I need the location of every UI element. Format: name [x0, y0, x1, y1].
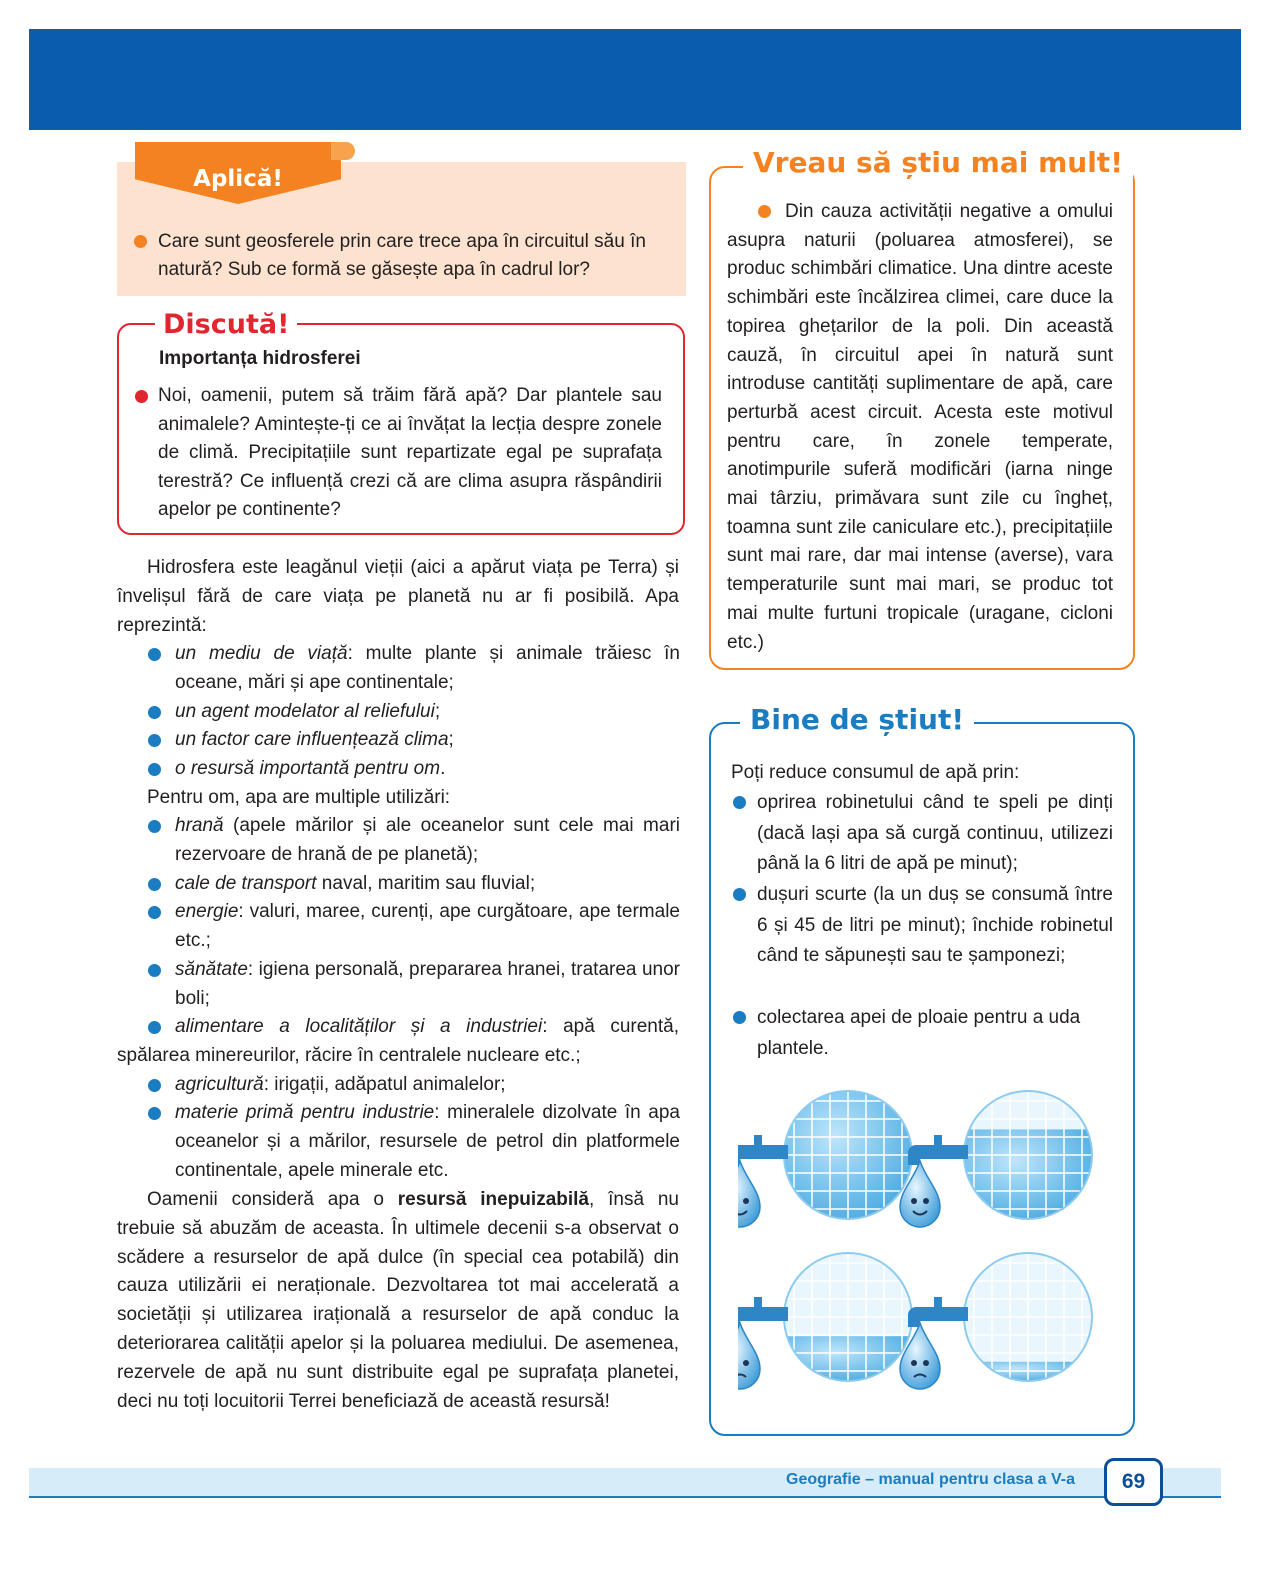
use-item: materie primă pentru industrie: mineralele dizolvate în apa oceanelor și a mărilor, resursele de petrol din platformele continentale, apele minerale etc. — [175, 1102, 680, 1181]
bine-item: dușuri scurte (la un duș se consumă între 6 și 45 de litri pe minut); închide robinetul când te săpunești sau te șamponezi; — [757, 884, 1113, 966]
uses-intro: Pentru om, apa are multiple utilizări: — [147, 787, 451, 808]
header-banner — [29, 29, 1241, 130]
water-globes-illustration — [738, 1085, 1108, 1405]
bullet-icon — [148, 763, 161, 776]
vreau-text: Din cauza activității negative a omului asupra naturii (poluarea atmosferei), se produc schimbări climatice. Una dintre aceste schimbări este încălzirea climei, care duce la topirea ghețarilor de la poli. Din această cauză, în circuitul apei în natură sunt introduse cantități suplimentare de apă, care perturbă acest circuit. Acesta este motivul pentru care, în zonele temperate, anotimpurile suferă modificări (iarna ninge mai târziu, primăvara sunt zile cu îngheț, toamna sunt zile caniculare etc.), precipitațiile sunt mai rare, dar mai intense (averse), vara temperaturile sunt mai mari, se produc tot mai multe furtuni tropicale (uragane, cicloni etc.) — [727, 201, 1113, 653]
bullet-icon — [148, 1079, 161, 1092]
bine-title: Bine de știut! — [740, 703, 974, 736]
water-globe — [738, 1253, 912, 1389]
aplica-label: Aplică! — [193, 166, 283, 192]
use-item: alimentare a localităților și a industriei: apă curentă, spălarea minereurilor, răcire în centralele nucleare etc.; — [117, 1016, 679, 1066]
aplica-question: Care sunt geosferele prin care trece apa în circuitul său în natură? Sub ce formă se găsește apa în cadrul lor? — [158, 231, 646, 280]
use-item: agricultură: irigații, adăpatul animalelor; — [175, 1074, 506, 1095]
bullet-icon — [148, 734, 161, 747]
bullet-icon — [148, 820, 161, 833]
use-item: sănătate: igiena personală, prepararea hranei, tratarea unor boli; — [175, 959, 680, 1009]
use-item: energie: valuri, maree, curenți, ape curgătoare, ape termale etc.; — [175, 901, 680, 951]
water-globe — [738, 1091, 912, 1227]
aplica-tab — [135, 142, 341, 204]
faucet-icon — [908, 1307, 968, 1327]
bullet-icon — [135, 390, 148, 403]
bullet-icon — [148, 648, 161, 661]
page-number: 69 — [1104, 1458, 1163, 1506]
use-item: cale de transport naval, maritim sau fluvial; — [175, 873, 536, 894]
bine-item: colectarea apei de ploaie pentru a uda plantele. — [757, 1007, 1081, 1059]
bullet-icon — [148, 878, 161, 891]
vreau-title: Vreau să știu mai mult! — [743, 146, 1133, 179]
water-globe — [900, 1253, 1092, 1389]
intro-paragraph: Hidrosfera este leagănul vieții (aici a apărut viața pe Terra) și învelișul fără de care viața pe planetă nu ar fi posibilă. Apa reprezintă: — [117, 557, 679, 636]
use-item: hrană (apele mărilor și ale oceanelor sunt cele mai mari rezervoare de hrană de pe planetă); — [175, 815, 680, 865]
bullet-icon — [733, 796, 746, 809]
discuta-text: Noi, oamenii, putem să trăim fără apă? Dar plantele sau animalele? Amintește-ți ce ai învățat la lecția despre zonele de climă. Precipitațiile sunt repartizate egal pe suprafața terestră? Ce influență crezi că are clima asupra răspândirii apelor pe continente? — [158, 385, 662, 520]
role-item: un factor care influențează clima; — [175, 729, 454, 750]
water-drop-icon — [738, 1323, 760, 1389]
bullet-icon — [148, 1107, 161, 1120]
conclusion-paragraph: Oamenii consideră apa o resursă inepuizabilă, însă nu trebuie să abuzăm de aceasta. În ultimele decenii s-a observat o scădere a resurselor de apă dulce (în special cea potabilă) din cauza utilizării ei neraționale. Dezvoltarea tot mai accelerată a societății și utilizarea irațională a resurselor de apă conduc la deteriorarea calității apelor și la poluarea mediului. De asemenea, rezervele de apă nu sunt distribuite egal pe suprafața planetei, deci nu toți locuitorii Terrei beneficiază de această resursă! — [117, 1189, 679, 1412]
role-item: o resursă importantă pentru om. — [175, 758, 446, 779]
bullet-icon — [134, 235, 147, 248]
discuta-title: Discută! — [155, 309, 297, 340]
water-drop-icon — [738, 1161, 760, 1227]
bullet-icon — [148, 964, 161, 977]
discuta-subtitle: Importanța hidrosferei — [159, 348, 361, 369]
faucet-icon — [738, 1145, 788, 1165]
footer-text: Geografie – manual pentru clasa a V-a — [786, 1471, 1075, 1488]
faucet-icon — [738, 1307, 788, 1327]
role-item: un agent modelator al reliefului; — [175, 701, 441, 722]
bine-item: oprirea robinetului când te speli pe dinți (dacă lași apa să curgă continuu, utilizezi până la 6 litri de apă pe minut); — [757, 792, 1113, 874]
role-item: un mediu de viață: multe plante și animale trăiesc în oceane, mări și ape continentale; — [175, 643, 680, 693]
bullet-icon — [733, 1011, 746, 1024]
faucet-icon — [908, 1145, 968, 1165]
bullet-icon — [733, 888, 746, 901]
water-globe — [900, 1091, 1092, 1227]
bullet-icon — [148, 706, 161, 719]
bullet-icon — [148, 906, 161, 919]
bine-intro: Poți reduce consumul de apă prin: — [731, 762, 1020, 783]
